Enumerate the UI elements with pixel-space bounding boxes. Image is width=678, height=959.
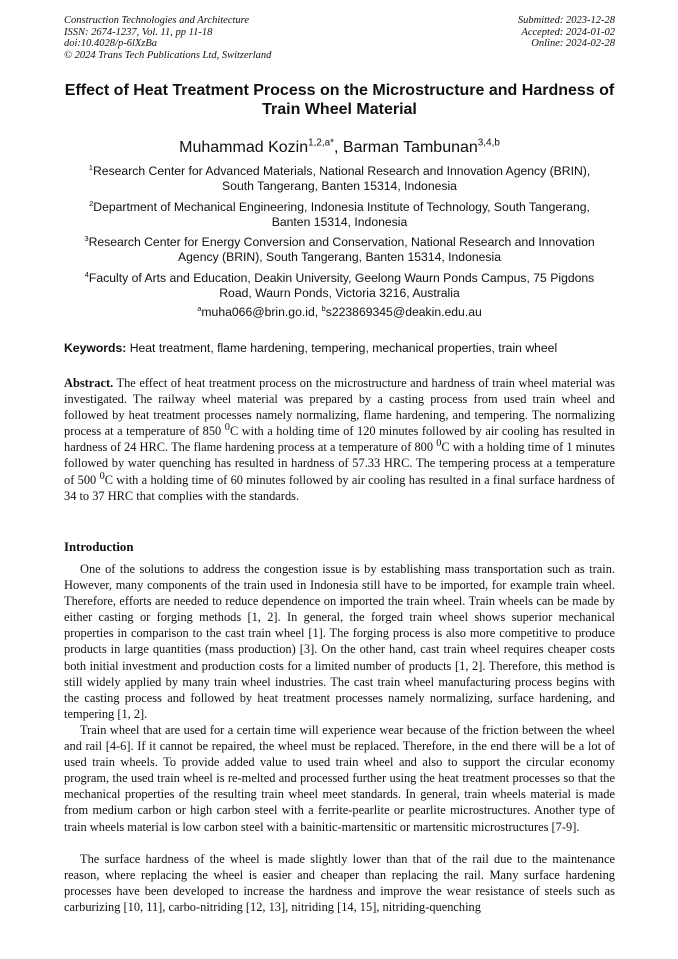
abstract — [64, 375, 615, 504]
journal-info — [64, 15, 271, 61]
abstract-text: C with a holding time of 120 minutes followed by air cooling has resulted in hardness of 24 HRC. The flame hardening process at a temperature of 800 — [64, 424, 615, 455]
degree-marker: 0 — [224, 422, 230, 434]
abstract-text: The effect of heat treatment process on the microstructure and hardness of train wheel material was investigated. The railway wheel material was prepared by a casting process from used train wheel and followed by heat treatment processes namely normalizing, flame hardening, and tempering. The normalizing process at a temperature of 850 — [64, 376, 616, 439]
journal-doi: doi:10.4028/p-6lXzBa — [64, 38, 158, 49]
journal-name: Construction Technologies and Architecture — [64, 15, 250, 26]
submission-dates — [518, 15, 615, 50]
date-online: Online: 2024-02-28 — [531, 38, 615, 49]
section-heading-introduction: Introduction — [64, 540, 134, 554]
date-submitted: Submitted: 2023-12-28 — [517, 15, 615, 26]
affiliation-number: 1 — [88, 162, 93, 172]
degree-marker: 0 — [436, 438, 442, 450]
affiliation-number: 4 — [84, 269, 89, 279]
affiliation-text: Research Center for Advanced Materials, National Research and Innovation Agency (BRIN), — [92, 164, 591, 178]
paragraph: One of the solutions to address the congestion issue is by establishing mass transportation such as train. However, many components of the train used in Indonesia still have to be imported, for example train wheel. Therefore, efforts are needed to reduce dependence on imported the train wheel. Train wheels can be made by either casting or forging methods [1, 2]. In general, the forged train wheel shows superior mechanical properties in comparison to the cast train wheel [1]. The forging process is also more competitive to produce products in large quantities (mass production) [3]. On the other hand, cast train wheel requires cheaper costs both initial investment and production costs for a limited number of products [1, 2]. Therefore, this method is still widely applied by many train wheel industries. The cast train wheel manufacturing process begins with the casting process and followed by heat treatment processes namely normalizing, surface hardening, and tempering [1, 2]. — [64, 562, 615, 721]
date-accepted: Accepted: 2024-01-02 — [521, 26, 615, 38]
author-separator: , — [334, 139, 343, 156]
affiliation-text: Faculty of Arts and Education, Deakin University, Geelong Waurn Ponds Campus, 75 Pigdons — [88, 270, 595, 285]
abstract-text: C with a holding time of 60 minutes followed by air cooling has resulted in a final surface hardness of 34 to 37 HRC that complies with the standards. — [64, 472, 615, 503]
author-tambunan: Barman Tambunan — [342, 139, 478, 156]
title-line-2: Train Wheel Material — [262, 101, 417, 118]
degree-marker: 0 — [99, 470, 105, 482]
journal-issn: ISSN: 2674-1237, Vol. 11, pp 11-18 — [64, 26, 213, 38]
author-kozin-affil: 1,2,a* — [308, 137, 334, 149]
author-kozin: Muhammad Kozin — [179, 139, 309, 156]
affiliation-text: South Tangerang, Banten 15314, Indonesia — [222, 179, 457, 194]
author-tambunan-affil: 3,4,b — [477, 137, 500, 149]
affiliation-text: Research Center for Energy Conversion and Conservation, National Research and Innovation — [88, 235, 595, 250]
keywords-label: Keywords: — [64, 341, 127, 355]
email-b[interactable]: s223869345@deakin.edu.au — [325, 305, 482, 319]
paper-title — [64, 81, 615, 119]
email-a-marker: a — [197, 303, 202, 313]
affiliation-3 — [64, 235, 615, 266]
affiliation-number: 3 — [84, 234, 89, 244]
email-separator: , — [314, 305, 322, 319]
affiliation-text: Agency (BRIN), South Tangerang, Banten 15314, Indonesia — [178, 250, 501, 265]
paragraph: The surface hardness of the wheel is made slightly lower than that of the rail due to the maintenance reason, where replacing the wheel is easier and cheaper than replacing the rail. Many surface hardening processes have been developed to increase the hardness and improve the wear resistance of steels such as carburizing [10, 11], carbo-nitriding [12, 13], nitriding [14, 15], nitriding-quenching — [64, 851, 615, 914]
affiliation-4 — [64, 271, 615, 302]
affiliation-1 — [64, 164, 615, 195]
email-b-marker: b — [321, 303, 326, 313]
affiliation-2 — [64, 200, 615, 231]
author-emails — [64, 305, 615, 320]
introduction-body — [64, 561, 615, 915]
keywords-text: Heat treatment, flame hardening, tempering, mechanical properties, train wheel — [129, 341, 558, 355]
abstract-text: C with a holding time of 1 minutes followed by water quenching has resulted in hardness of 57.33 HRC. The tempering process at a temperature of 500 — [64, 440, 615, 487]
affiliation-text: Department of Mechanical Engineering, Indonesia Institute of Technology, South Tangerang, — [93, 199, 590, 214]
keywords — [64, 341, 615, 356]
affiliations — [64, 164, 615, 306]
journal-copyright: © 2024 Trans Tech Publications Ltd, Switzerland — [64, 49, 272, 61]
abstract-label: Abstract. — [64, 376, 114, 390]
affiliation-text: Banten 15314, Indonesia — [271, 214, 408, 229]
title-line-1: Effect of Heat Treatment Process on the Microstructure and Hardness of — [64, 82, 615, 99]
paragraph: Train wheel that are used for a certain time will experience wear because of the friction between the wheel and rail [4-6]. If it cannot be repaired, the wheel must be replaced. Therefore, in the end there will be a lot of used train wheels. To provide added value to used train wheel and also to support the circular economy program, the used train wheel is re-melted and processed further using the heat treatment processes so that the mechanical properties of the resulting train wheel meet standards. In general, train wheels material is made from medium carbon or high carbon steel with a ferrite-pearlite or pearlite microstructures. Another type of train wheels material is low carbon steel with a bainitic-martensitic or martensitic microstructures [7-9]. — [64, 722, 615, 834]
author-list — [64, 138, 615, 158]
affiliation-text: Road, Waurn Ponds, Victoria 3216, Australia — [219, 286, 460, 301]
affiliation-number: 2 — [89, 198, 94, 208]
email-a[interactable]: muha066@brin.go.id — [201, 305, 315, 319]
